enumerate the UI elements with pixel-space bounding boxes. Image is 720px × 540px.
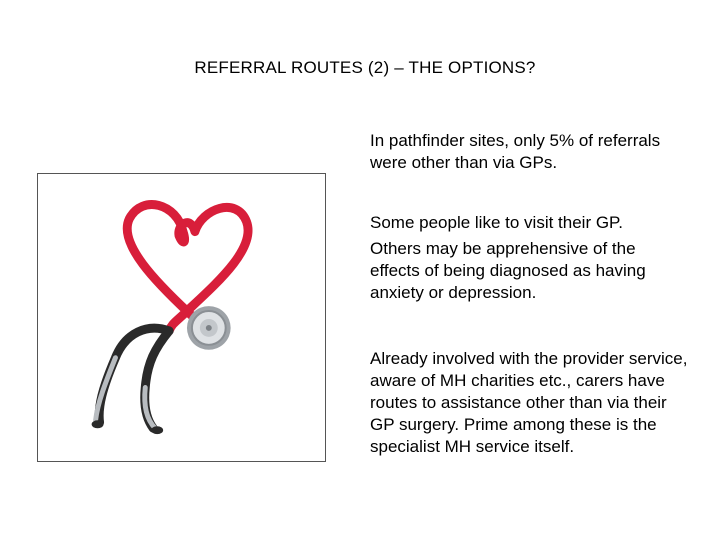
- stethoscope-image-frame: [37, 173, 326, 462]
- paragraph-visit-gp: Some people like to visit their GP.: [370, 213, 623, 232]
- slide-title-text: REFERRAL ROUTES (2) – THE OPTIONS?: [194, 58, 536, 77]
- paragraph-carers-routes: Already involved with the provider service, aware of MH charities etc., carers have routes to assistance other than via their GP surgery. Prime among these is the specialist MH service itself.: [370, 349, 688, 456]
- ear-tip-right: [151, 426, 163, 434]
- slide-title: [0, 58, 720, 78]
- ear-tip-left: [92, 420, 104, 428]
- chest-piece-dot: [206, 325, 212, 331]
- paragraph-pathfinder: In pathfinder sites, only 5% of referrals were other than via GPs.: [370, 131, 661, 172]
- paragraph-apprehensive: Others may be apprehensive of the effects of being diagnosed as having anxiety or depression.: [370, 239, 646, 302]
- heart-stethoscope-icon: [38, 174, 325, 461]
- metal-binaural-1: [96, 358, 116, 421]
